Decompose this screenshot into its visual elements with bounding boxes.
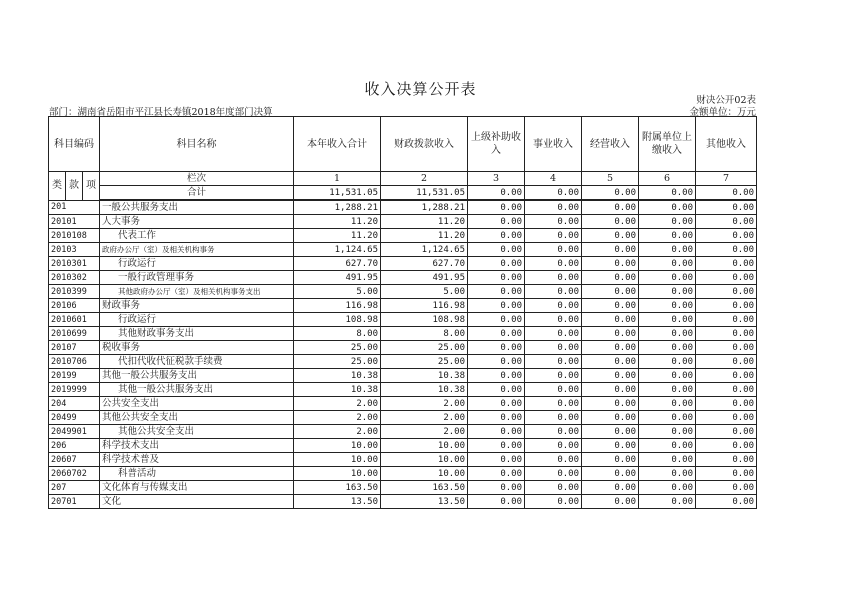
table-row bbox=[49, 327, 757, 341]
amount-cell: 5.00 bbox=[381, 285, 468, 299]
header-fiscal-allocation: 财政拨款收入 bbox=[381, 117, 468, 172]
table-row bbox=[49, 215, 757, 229]
amount-cell: 0.00 bbox=[582, 467, 639, 481]
subject-code: 20107 bbox=[49, 341, 100, 355]
table-row bbox=[49, 299, 757, 313]
amount-cell: 0.00 bbox=[582, 397, 639, 411]
amount-cell: 11.20 bbox=[294, 215, 381, 229]
department-label: 部门：湖南省岳阳市平江县长寿镇2018年度部门决算 bbox=[49, 107, 273, 118]
amount-cell: 0.00 bbox=[468, 439, 525, 453]
amount-cell: 0.00 bbox=[525, 453, 582, 467]
amount-cell: 0.00 bbox=[696, 453, 757, 467]
subject-name: 代表工作 bbox=[100, 229, 294, 243]
amount-cell: 0.00 bbox=[525, 299, 582, 313]
amount-cell: 0.00 bbox=[468, 271, 525, 285]
amount-cell: 0.00 bbox=[639, 215, 696, 229]
table-row bbox=[49, 355, 757, 369]
total-value: 11,531.05 bbox=[294, 186, 381, 201]
amount-cell: 0.00 bbox=[639, 411, 696, 425]
subject-code: 20199 bbox=[49, 369, 100, 383]
amount-cell: 0.00 bbox=[525, 411, 582, 425]
table-row bbox=[49, 285, 757, 299]
amount-cell: 1,124.65 bbox=[294, 243, 381, 257]
amount-cell: 0.00 bbox=[525, 243, 582, 257]
amount-cell: 0.00 bbox=[468, 397, 525, 411]
subject-name: 人大事务 bbox=[100, 215, 294, 229]
amount-cell: 10.00 bbox=[294, 439, 381, 453]
amount-cell: 0.00 bbox=[582, 299, 639, 313]
amount-cell: 2.00 bbox=[381, 397, 468, 411]
amount-cell: 0.00 bbox=[582, 215, 639, 229]
amount-cell: 0.00 bbox=[525, 200, 582, 215]
amount-cell: 25.00 bbox=[294, 355, 381, 369]
amount-cell: 0.00 bbox=[468, 313, 525, 327]
amount-cell: 0.00 bbox=[468, 369, 525, 383]
amount-cell: 0.00 bbox=[582, 313, 639, 327]
amount-cell: 2.00 bbox=[381, 411, 468, 425]
amount-cell: 0.00 bbox=[696, 439, 757, 453]
page-title: 收入决算公开表 bbox=[364, 80, 477, 98]
amount-cell: 0.00 bbox=[468, 327, 525, 341]
col-number: 6 bbox=[639, 172, 696, 186]
amount-cell: 0.00 bbox=[525, 481, 582, 495]
amount-cell: 0.00 bbox=[639, 439, 696, 453]
subject-name: 其他一般公共服务支出 bbox=[100, 369, 294, 383]
amount-cell: 0.00 bbox=[696, 397, 757, 411]
amount-cell: 10.38 bbox=[381, 369, 468, 383]
subject-name: 文化 bbox=[100, 495, 294, 509]
table-row bbox=[49, 271, 757, 285]
unit-label: 金额单位：万元 bbox=[689, 107, 756, 118]
amount-cell: 0.00 bbox=[696, 355, 757, 369]
amount-cell: 0.00 bbox=[525, 397, 582, 411]
amount-cell: 0.00 bbox=[582, 425, 639, 439]
amount-cell: 0.00 bbox=[468, 383, 525, 397]
amount-cell: 0.00 bbox=[639, 327, 696, 341]
amount-cell: 0.00 bbox=[582, 271, 639, 285]
amount-cell: 0.00 bbox=[582, 439, 639, 453]
amount-cell: 11.20 bbox=[381, 215, 468, 229]
amount-cell: 13.50 bbox=[381, 495, 468, 509]
subject-code: 2049901 bbox=[49, 425, 100, 439]
subject-code: 2010699 bbox=[49, 327, 100, 341]
amount-cell: 108.98 bbox=[294, 313, 381, 327]
amount-cell: 0.00 bbox=[525, 355, 582, 369]
amount-cell: 0.00 bbox=[468, 425, 525, 439]
total-row bbox=[49, 186, 757, 201]
amount-cell: 0.00 bbox=[639, 299, 696, 313]
amount-cell: 0.00 bbox=[468, 467, 525, 481]
subject-code: 20106 bbox=[49, 299, 100, 313]
amount-cell: 2.00 bbox=[294, 411, 381, 425]
subject-name: 税收事务 bbox=[100, 341, 294, 355]
amount-cell: 0.00 bbox=[582, 229, 639, 243]
amount-cell: 0.00 bbox=[525, 271, 582, 285]
amount-cell: 25.00 bbox=[294, 341, 381, 355]
amount-cell: 0.00 bbox=[582, 369, 639, 383]
amount-cell: 0.00 bbox=[696, 299, 757, 313]
amount-cell: 0.00 bbox=[468, 453, 525, 467]
subject-name: 一般行政管理事务 bbox=[100, 271, 294, 285]
amount-cell: 0.00 bbox=[639, 495, 696, 509]
header-superior-subsidy: 上级补助收入 bbox=[468, 117, 525, 172]
amount-cell: 0.00 bbox=[639, 467, 696, 481]
amount-cell: 0.00 bbox=[525, 495, 582, 509]
kuan-label: 款 bbox=[66, 172, 83, 201]
subject-name: 一般公共服务支出 bbox=[100, 200, 294, 215]
table-row bbox=[49, 439, 757, 453]
amount-cell: 10.00 bbox=[381, 467, 468, 481]
subject-code: 2010601 bbox=[49, 313, 100, 327]
amount-cell: 0.00 bbox=[696, 257, 757, 271]
amount-cell: 116.98 bbox=[381, 299, 468, 313]
subject-code: 2060702 bbox=[49, 467, 100, 481]
amount-cell: 0.00 bbox=[582, 200, 639, 215]
amount-cell: 11.20 bbox=[381, 229, 468, 243]
amount-cell: 0.00 bbox=[639, 313, 696, 327]
subject-code: 2019999 bbox=[49, 383, 100, 397]
subject-name: 行政运行 bbox=[100, 257, 294, 271]
subject-code: 2010301 bbox=[49, 257, 100, 271]
amount-cell: 0.00 bbox=[525, 229, 582, 243]
amount-cell: 0.00 bbox=[639, 453, 696, 467]
amount-cell: 0.00 bbox=[696, 425, 757, 439]
table-row bbox=[49, 425, 757, 439]
amount-cell: 0.00 bbox=[582, 453, 639, 467]
amount-cell: 0.00 bbox=[696, 383, 757, 397]
header-business-income: 事业收入 bbox=[525, 117, 582, 172]
amount-cell: 2.00 bbox=[381, 425, 468, 439]
amount-cell: 0.00 bbox=[639, 229, 696, 243]
amount-cell: 0.00 bbox=[696, 215, 757, 229]
amount-cell: 0.00 bbox=[468, 299, 525, 313]
subject-name: 其他一般公共服务支出 bbox=[100, 383, 294, 397]
amount-cell: 0.00 bbox=[639, 425, 696, 439]
subject-name: 科普活动 bbox=[100, 467, 294, 481]
amount-cell: 0.00 bbox=[525, 425, 582, 439]
amount-cell: 0.00 bbox=[639, 285, 696, 299]
subject-name: 行政运行 bbox=[100, 313, 294, 327]
lanci-label: 栏次 bbox=[100, 172, 294, 186]
amount-cell: 10.38 bbox=[381, 383, 468, 397]
amount-cell: 0.00 bbox=[696, 411, 757, 425]
amount-cell: 0.00 bbox=[468, 355, 525, 369]
table-row bbox=[49, 341, 757, 355]
subject-code: 207 bbox=[49, 481, 100, 495]
amount-cell: 0.00 bbox=[525, 285, 582, 299]
subject-code: 2010399 bbox=[49, 285, 100, 299]
subject-code: 2010108 bbox=[49, 229, 100, 243]
amount-cell: 0.00 bbox=[582, 411, 639, 425]
amount-cell: 2.00 bbox=[294, 425, 381, 439]
amount-cell: 0.00 bbox=[696, 495, 757, 509]
total-value: 0.00 bbox=[525, 186, 582, 201]
amount-cell: 0.00 bbox=[582, 481, 639, 495]
amount-cell: 0.00 bbox=[582, 257, 639, 271]
header-affiliated-income: 附属单位上缴收入 bbox=[639, 117, 696, 172]
amount-cell: 0.00 bbox=[582, 341, 639, 355]
amount-cell: 0.00 bbox=[696, 467, 757, 481]
subject-name: 科学技术普及 bbox=[100, 453, 294, 467]
subject-code: 20103 bbox=[49, 243, 100, 257]
subject-name: 其他公共安全支出 bbox=[100, 425, 294, 439]
amount-cell: 0.00 bbox=[468, 495, 525, 509]
total-value: 0.00 bbox=[696, 186, 757, 201]
amount-cell: 0.00 bbox=[468, 341, 525, 355]
amount-cell: 0.00 bbox=[525, 257, 582, 271]
amount-cell: 0.00 bbox=[525, 215, 582, 229]
amount-cell: 10.00 bbox=[294, 453, 381, 467]
amount-cell: 0.00 bbox=[525, 369, 582, 383]
amount-cell: 2.00 bbox=[294, 397, 381, 411]
table-row bbox=[49, 257, 757, 271]
table-row bbox=[49, 411, 757, 425]
amount-cell: 0.00 bbox=[639, 271, 696, 285]
amount-cell: 0.00 bbox=[696, 341, 757, 355]
amount-cell: 116.98 bbox=[294, 299, 381, 313]
amount-cell: 10.00 bbox=[294, 467, 381, 481]
total-value: 11,531.05 bbox=[381, 186, 468, 201]
amount-cell: 0.00 bbox=[582, 383, 639, 397]
table-row bbox=[49, 313, 757, 327]
amount-cell: 1,288.21 bbox=[294, 200, 381, 215]
amount-cell: 0.00 bbox=[696, 369, 757, 383]
amount-cell: 0.00 bbox=[639, 383, 696, 397]
amount-cell: 0.00 bbox=[582, 355, 639, 369]
amount-cell: 0.00 bbox=[525, 313, 582, 327]
table-row bbox=[49, 481, 757, 495]
subject-code: 201 bbox=[49, 200, 100, 215]
amount-cell: 1,124.65 bbox=[381, 243, 468, 257]
amount-cell: 11.20 bbox=[294, 229, 381, 243]
header-operating-income: 经营收入 bbox=[582, 117, 639, 172]
amount-cell: 10.38 bbox=[294, 383, 381, 397]
subject-code: 206 bbox=[49, 439, 100, 453]
amount-cell: 0.00 bbox=[468, 215, 525, 229]
header-total-income: 本年收入合计 bbox=[294, 117, 381, 172]
subject-name: 其他政府办公厅（室）及相关机构事务支出 bbox=[100, 285, 294, 299]
subject-name: 其他财政事务支出 bbox=[100, 327, 294, 341]
subject-name: 代扣代收代征税款手续费 bbox=[100, 355, 294, 369]
subject-name: 公共安全支出 bbox=[100, 397, 294, 411]
amount-cell: 0.00 bbox=[696, 481, 757, 495]
header-row bbox=[49, 117, 757, 172]
col-number: 5 bbox=[582, 172, 639, 186]
amount-cell: 25.00 bbox=[381, 341, 468, 355]
header-name: 科目名称 bbox=[100, 117, 294, 172]
amount-cell: 0.00 bbox=[468, 285, 525, 299]
income-table bbox=[48, 116, 757, 509]
col-number: 2 bbox=[381, 172, 468, 186]
table-row bbox=[49, 467, 757, 481]
amount-cell: 0.00 bbox=[582, 285, 639, 299]
subject-name: 政府办公厅（室）及相关机构事务 bbox=[100, 243, 294, 257]
subject-code: 204 bbox=[49, 397, 100, 411]
table-row bbox=[49, 229, 757, 243]
subject-code: 20701 bbox=[49, 495, 100, 509]
subject-code: 20607 bbox=[49, 453, 100, 467]
amount-cell: 0.00 bbox=[468, 243, 525, 257]
amount-cell: 0.00 bbox=[639, 257, 696, 271]
subject-code: 2010302 bbox=[49, 271, 100, 285]
table-row bbox=[49, 383, 757, 397]
amount-cell: 10.38 bbox=[294, 369, 381, 383]
subject-code: 2010706 bbox=[49, 355, 100, 369]
amount-cell: 0.00 bbox=[525, 327, 582, 341]
amount-cell: 0.00 bbox=[696, 229, 757, 243]
form-number: 财决公开02表 bbox=[696, 95, 756, 106]
table-row bbox=[49, 369, 757, 383]
col-number: 3 bbox=[468, 172, 525, 186]
amount-cell: 627.70 bbox=[294, 257, 381, 271]
total-value: 0.00 bbox=[582, 186, 639, 201]
amount-cell: 0.00 bbox=[468, 200, 525, 215]
amount-cell: 0.00 bbox=[696, 200, 757, 215]
amount-cell: 0.00 bbox=[468, 411, 525, 425]
amount-cell: 627.70 bbox=[381, 257, 468, 271]
subject-name: 其他公共安全支出 bbox=[100, 411, 294, 425]
table-row bbox=[49, 200, 757, 215]
amount-cell: 0.00 bbox=[696, 271, 757, 285]
amount-cell: 0.00 bbox=[696, 313, 757, 327]
amount-cell: 163.50 bbox=[381, 481, 468, 495]
amount-cell: 0.00 bbox=[639, 341, 696, 355]
header-code: 科目编码 bbox=[49, 117, 100, 172]
amount-cell: 491.95 bbox=[381, 271, 468, 285]
amount-cell: 0.00 bbox=[696, 327, 757, 341]
lei-label: 类 bbox=[49, 172, 66, 201]
amount-cell: 0.00 bbox=[639, 481, 696, 495]
amount-cell: 8.00 bbox=[381, 327, 468, 341]
subject-code: 20101 bbox=[49, 215, 100, 229]
amount-cell: 0.00 bbox=[639, 243, 696, 257]
amount-cell: 0.00 bbox=[525, 467, 582, 481]
amount-cell: 0.00 bbox=[582, 327, 639, 341]
amount-cell: 0.00 bbox=[468, 481, 525, 495]
amount-cell: 0.00 bbox=[639, 369, 696, 383]
amount-cell: 5.00 bbox=[294, 285, 381, 299]
col-number: 1 bbox=[294, 172, 381, 186]
amount-cell: 0.00 bbox=[696, 243, 757, 257]
total-label: 合计 bbox=[100, 186, 294, 201]
amount-cell: 0.00 bbox=[639, 397, 696, 411]
table-row bbox=[49, 243, 757, 257]
total-value: 0.00 bbox=[639, 186, 696, 201]
xiang-label: 项 bbox=[83, 172, 100, 201]
amount-cell: 25.00 bbox=[381, 355, 468, 369]
amount-cell: 10.00 bbox=[381, 453, 468, 467]
amount-cell: 10.00 bbox=[381, 439, 468, 453]
amount-cell: 0.00 bbox=[525, 439, 582, 453]
subject-name: 文化体育与传媒支出 bbox=[100, 481, 294, 495]
amount-cell: 0.00 bbox=[582, 495, 639, 509]
amount-cell: 0.00 bbox=[525, 383, 582, 397]
amount-cell: 0.00 bbox=[525, 341, 582, 355]
amount-cell: 0.00 bbox=[639, 200, 696, 215]
amount-cell: 163.50 bbox=[294, 481, 381, 495]
amount-cell: 491.95 bbox=[294, 271, 381, 285]
col-number: 4 bbox=[525, 172, 582, 186]
column-number-row bbox=[49, 172, 757, 186]
subject-code: 20499 bbox=[49, 411, 100, 425]
table-row bbox=[49, 397, 757, 411]
amount-cell: 1,288.21 bbox=[381, 200, 468, 215]
amount-cell: 0.00 bbox=[696, 285, 757, 299]
amount-cell: 0.00 bbox=[582, 243, 639, 257]
subject-name: 财政事务 bbox=[100, 299, 294, 313]
amount-cell: 0.00 bbox=[639, 355, 696, 369]
col-number: 7 bbox=[696, 172, 757, 186]
total-value: 0.00 bbox=[468, 186, 525, 201]
amount-cell: 0.00 bbox=[468, 257, 525, 271]
amount-cell: 13.50 bbox=[294, 495, 381, 509]
table-row bbox=[49, 453, 757, 467]
amount-cell: 0.00 bbox=[468, 229, 525, 243]
amount-cell: 8.00 bbox=[294, 327, 381, 341]
header-other-income: 其他收入 bbox=[696, 117, 757, 172]
subject-name: 科学技术支出 bbox=[100, 439, 294, 453]
amount-cell: 108.98 bbox=[381, 313, 468, 327]
table-row bbox=[49, 495, 757, 509]
